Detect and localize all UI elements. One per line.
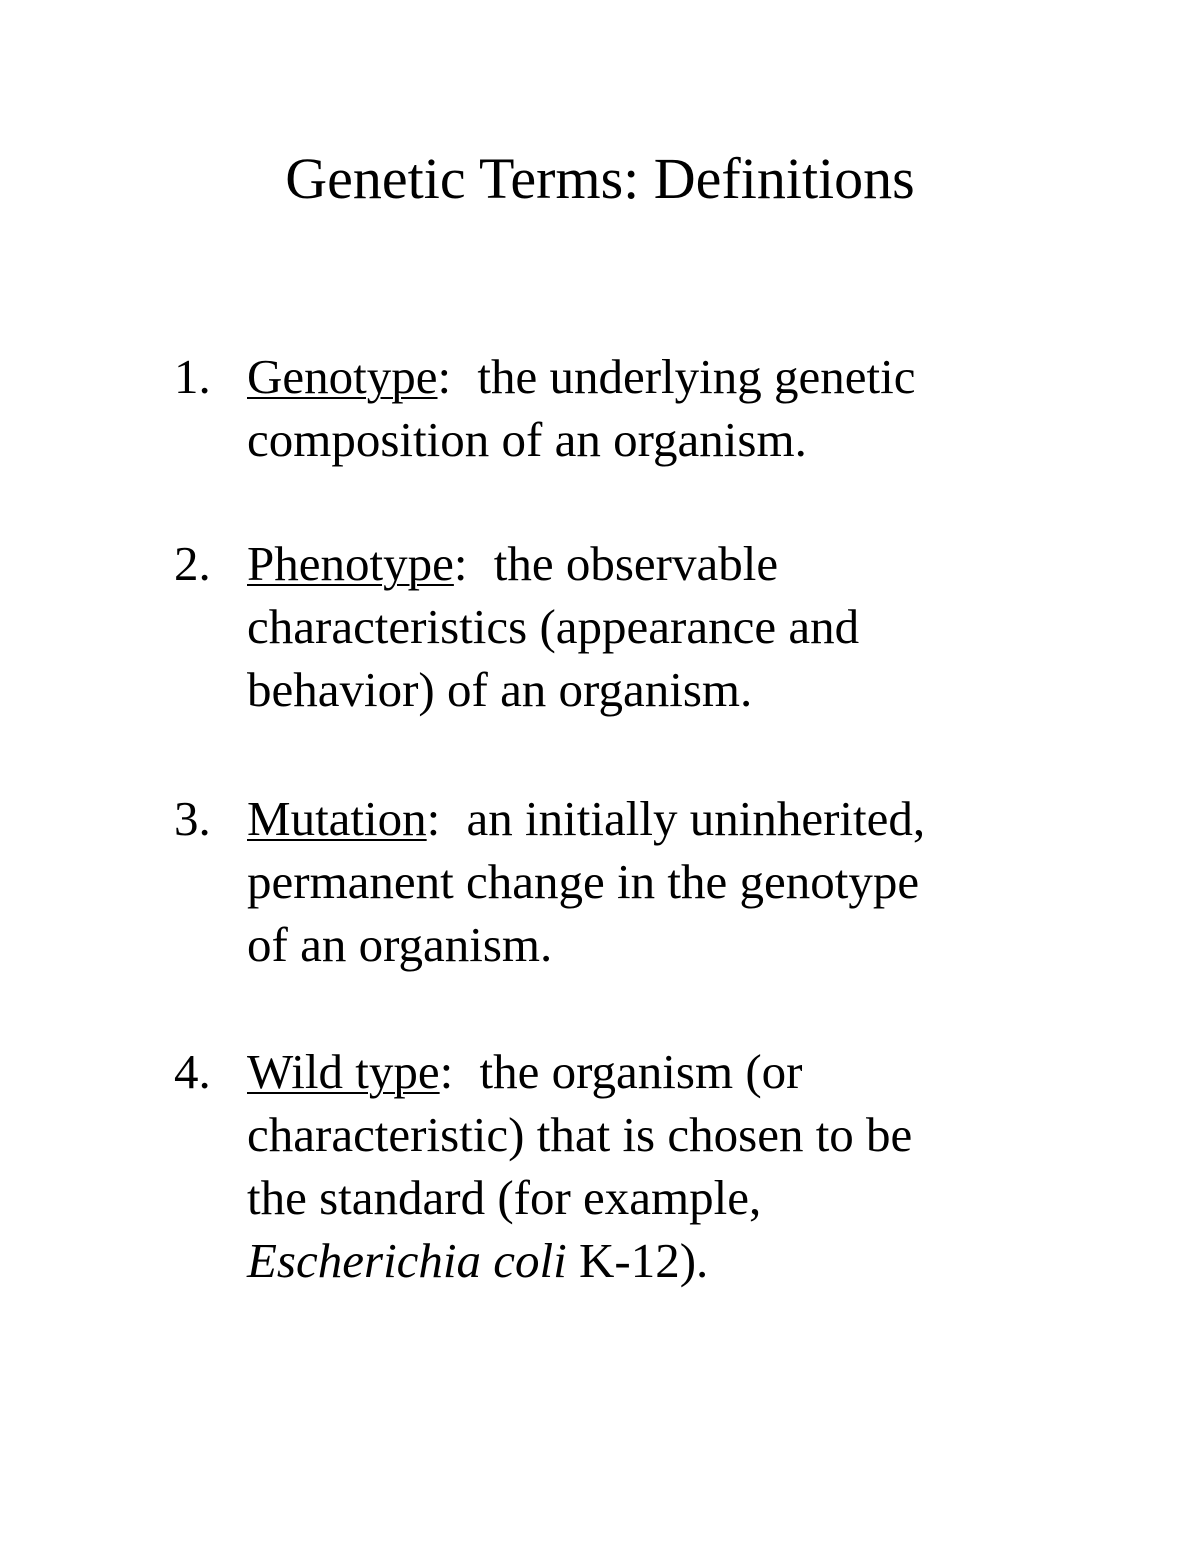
definition-line: of an organism. [247, 917, 553, 972]
definition-text: an initially uninherited, [466, 791, 926, 846]
page-title: Genetic Terms: Definitions [285, 146, 915, 211]
term-colon: : [437, 349, 452, 404]
term-genotype: Genotype [247, 349, 438, 404]
term-phenotype: Phenotype [247, 536, 454, 591]
definition-line: behavior) of an organism. [247, 662, 753, 717]
term-colon: : [453, 536, 468, 591]
definition-text: the underlying genetic [477, 349, 916, 404]
definition-line: composition of an organism. [247, 412, 807, 467]
definition-line [247, 1229, 1047, 1292]
definition-body [247, 532, 1047, 721]
definition-line [247, 787, 1047, 850]
term-wild-type: Wild type [247, 1044, 440, 1099]
item-number: 3. [174, 791, 211, 846]
term-mutation: Mutation [247, 791, 427, 846]
item-number: 1. [174, 349, 211, 404]
definition-body [247, 1040, 1047, 1292]
definition-body [247, 345, 1047, 471]
definition-body [247, 787, 1047, 976]
definition-line [247, 345, 1047, 408]
item-number: 4. [174, 1044, 211, 1099]
definition-line [247, 1040, 1047, 1103]
definition-line: permanent change in the genotype [247, 854, 920, 909]
definition-line [247, 532, 1047, 595]
definition-line: the standard (for example, [247, 1170, 762, 1225]
definition-line: characteristics (appearance and [247, 599, 860, 654]
strain-text: K-12). [566, 1233, 709, 1288]
species-name: Escherichia coli [247, 1233, 567, 1288]
definition-text: the observable [493, 536, 779, 591]
definition-line: characteristic) that is chosen to be [247, 1107, 913, 1162]
term-colon: : [426, 791, 441, 846]
item-number: 2. [174, 536, 211, 591]
definition-text: the organism (or [479, 1044, 803, 1099]
term-colon: : [439, 1044, 454, 1099]
